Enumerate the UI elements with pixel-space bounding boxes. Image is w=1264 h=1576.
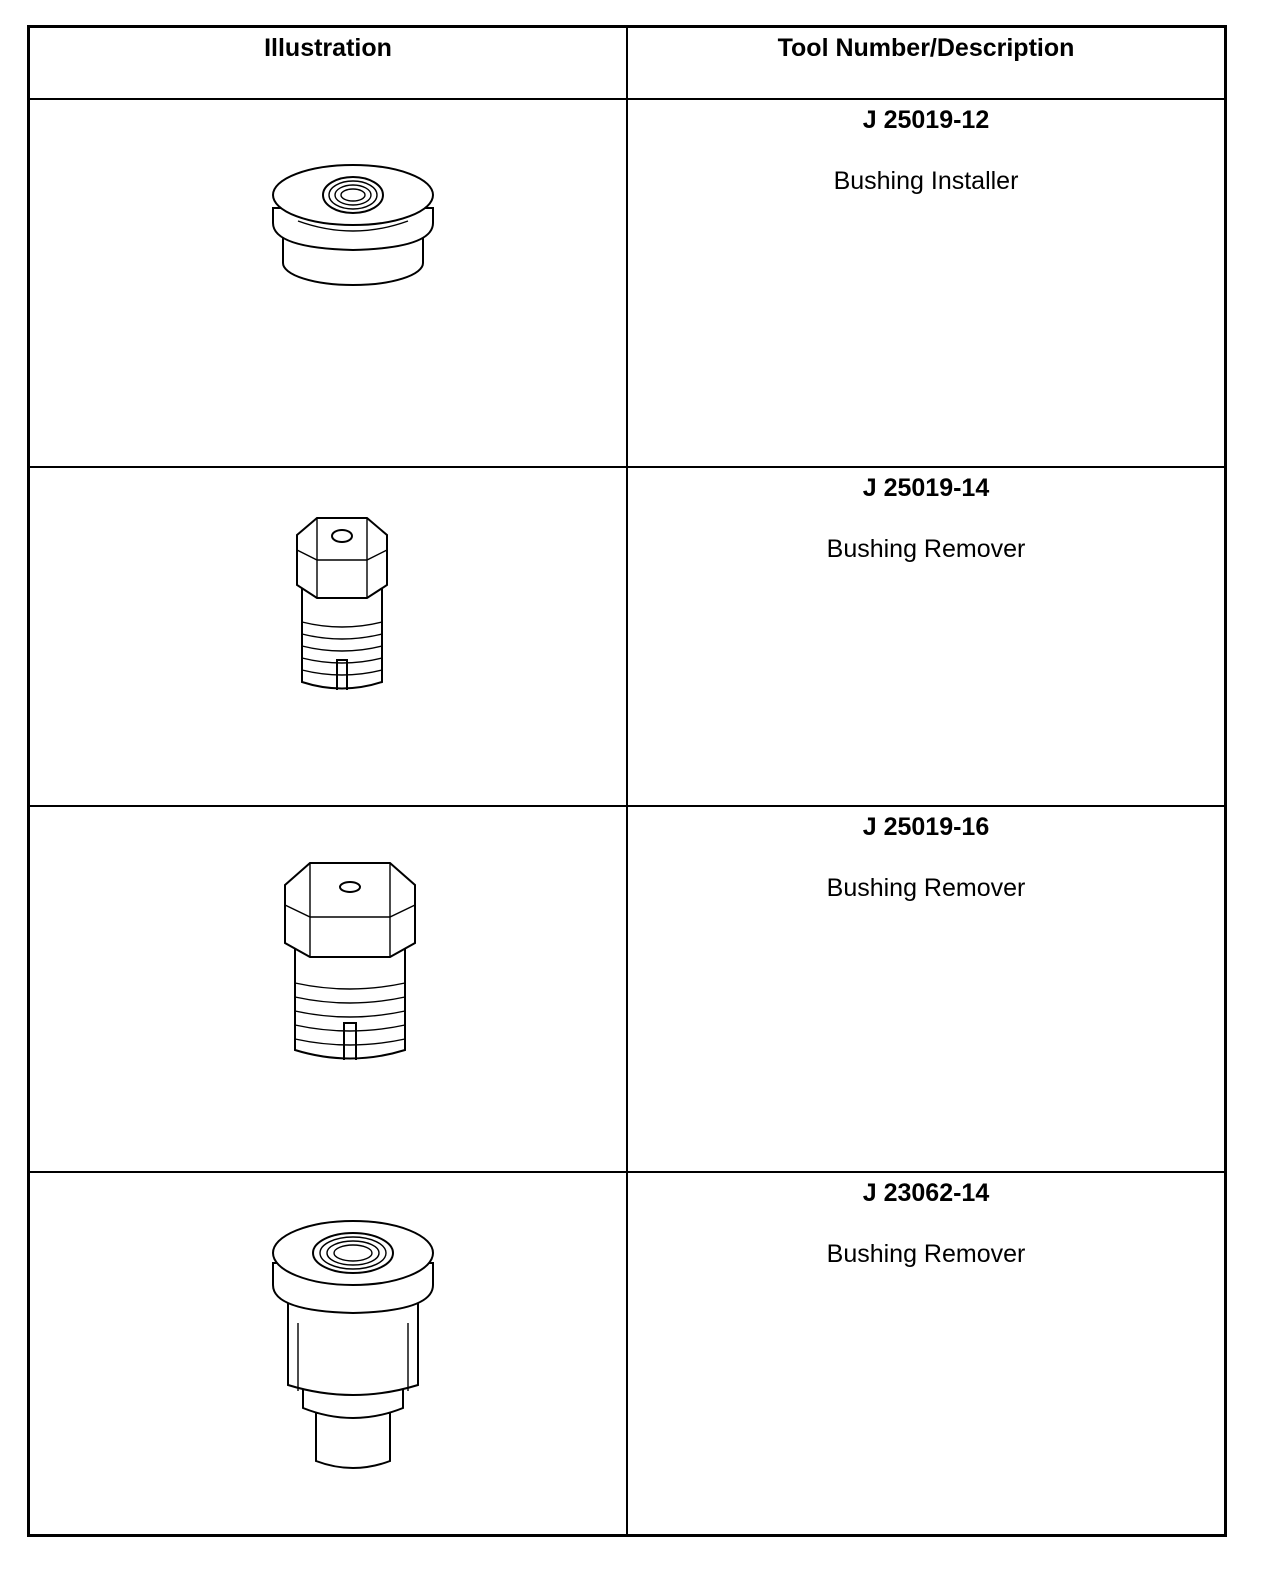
small-hex-remover-icon <box>292 510 392 700</box>
table-row <box>30 100 1224 466</box>
stepped-remover-icon <box>268 1213 438 1473</box>
illustration-cell <box>30 807 626 1171</box>
description-cell <box>628 1173 1224 1534</box>
tool-number: J 25019-14 <box>862 474 990 502</box>
tool-description: Bushing Remover <box>826 535 1026 563</box>
bushing-installer-icon <box>268 153 438 313</box>
table-row <box>30 468 1224 805</box>
large-hex-remover-icon <box>280 855 420 1070</box>
tool-description: Bushing Installer <box>833 167 1019 195</box>
description-cell <box>628 807 1224 1171</box>
description-cell <box>628 468 1224 805</box>
illustration-cell <box>30 468 626 805</box>
illustration-cell <box>30 100 626 466</box>
table-row <box>30 807 1224 1171</box>
header-tool-number-description: Tool Number/Description <box>777 34 1075 62</box>
tool-description: Bushing Remover <box>826 1240 1026 1268</box>
tool-number: J 25019-12 <box>862 106 990 134</box>
tool-table <box>27 25 1227 1537</box>
table-row <box>30 1173 1224 1534</box>
illustration-cell <box>30 1173 626 1534</box>
tool-description: Bushing Remover <box>826 874 1026 902</box>
tool-number: J 25019-16 <box>862 813 990 841</box>
description-cell <box>628 100 1224 466</box>
tool-number: J 23062-14 <box>862 1179 990 1207</box>
header-illustration: Illustration <box>264 34 392 62</box>
